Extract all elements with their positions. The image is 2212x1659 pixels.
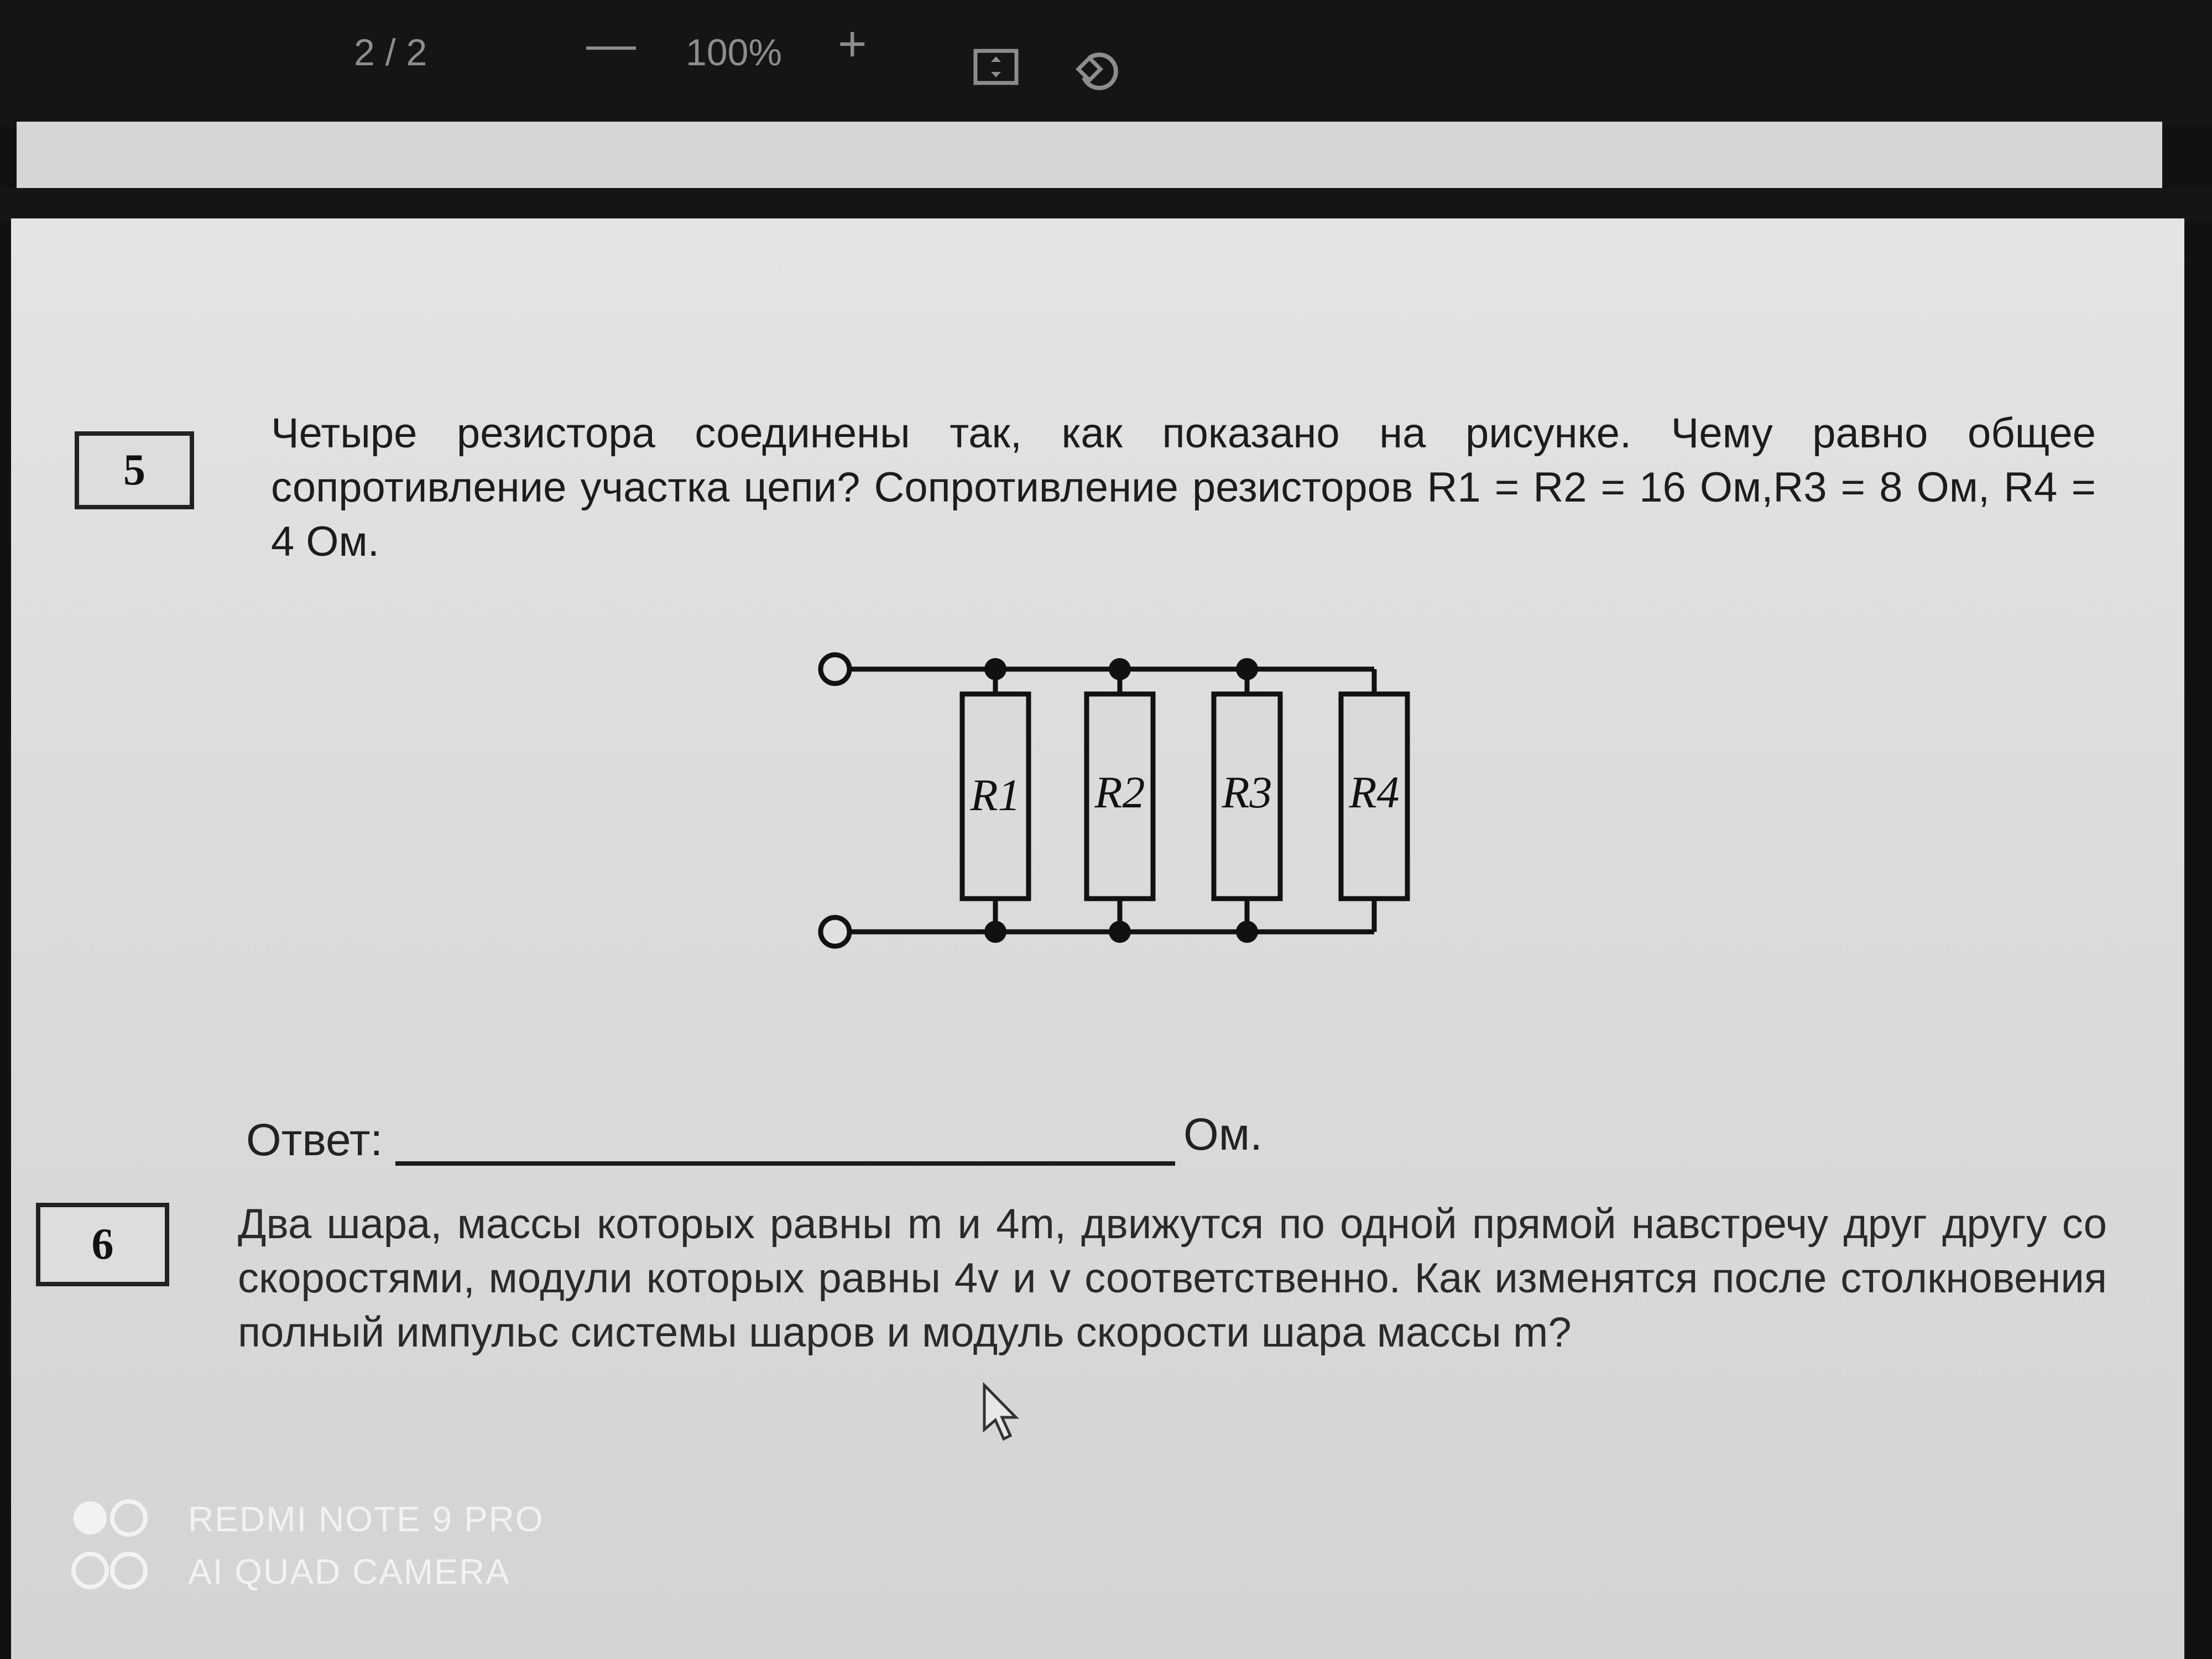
zoom-in-button[interactable]: + (838, 17, 867, 72)
question-number-box: 6 (36, 1203, 169, 1286)
resistor-label-r1: R1 (970, 770, 1021, 820)
answer-unit: Ом. (1183, 1109, 1262, 1160)
question-number-box: 5 (75, 431, 194, 509)
zoom-out-button[interactable]: — (586, 17, 636, 72)
watermark-model: REDMI NOTE 9 PRO (188, 1499, 544, 1539)
answer-label: Ответ: (246, 1115, 383, 1165)
camera-logo-icon (69, 1496, 152, 1595)
fit-page-icon[interactable] (973, 49, 1019, 85)
answer-input[interactable] (395, 1112, 1175, 1166)
resistor-label-r2: R2 (1094, 767, 1145, 817)
question-text: Два шара, массы которых равны m и 4m, движутся по одной прямой навстречу друг другу со скоростями, модули которых равны 4v и v соответственно. Как изменятся после столкновения полный импульс системы шаров и модуль скорости шара массы m? (238, 1201, 2107, 1356)
page-gap (0, 188, 2212, 221)
rotate-icon[interactable] (1073, 44, 1123, 94)
watermark-camera: AI QUAD CAMERA (188, 1552, 510, 1592)
zoom-level[interactable]: 100% (686, 32, 782, 74)
mouse-cursor-icon (982, 1383, 1020, 1443)
resistor-label-r4: R4 (1349, 767, 1400, 817)
terminal-top (821, 655, 849, 684)
circuit-diagram (813, 625, 1449, 984)
terminal-bottom (821, 917, 849, 946)
viewer-toolbar (0, 0, 2212, 127)
toolbar-divider (17, 122, 2162, 188)
page-counter: 2 / 2 (354, 32, 427, 74)
resistor-label-r3: R3 (1222, 767, 1272, 817)
question-text: Четыре резистора соединены так, как показано на рисунке. Чему равно общее сопротивление участка цепи? Сопротивление резисторов R1 = R2 = 16 Ом,R3 = 8 Ом, R4 = 4 Ом. (271, 410, 2096, 565)
